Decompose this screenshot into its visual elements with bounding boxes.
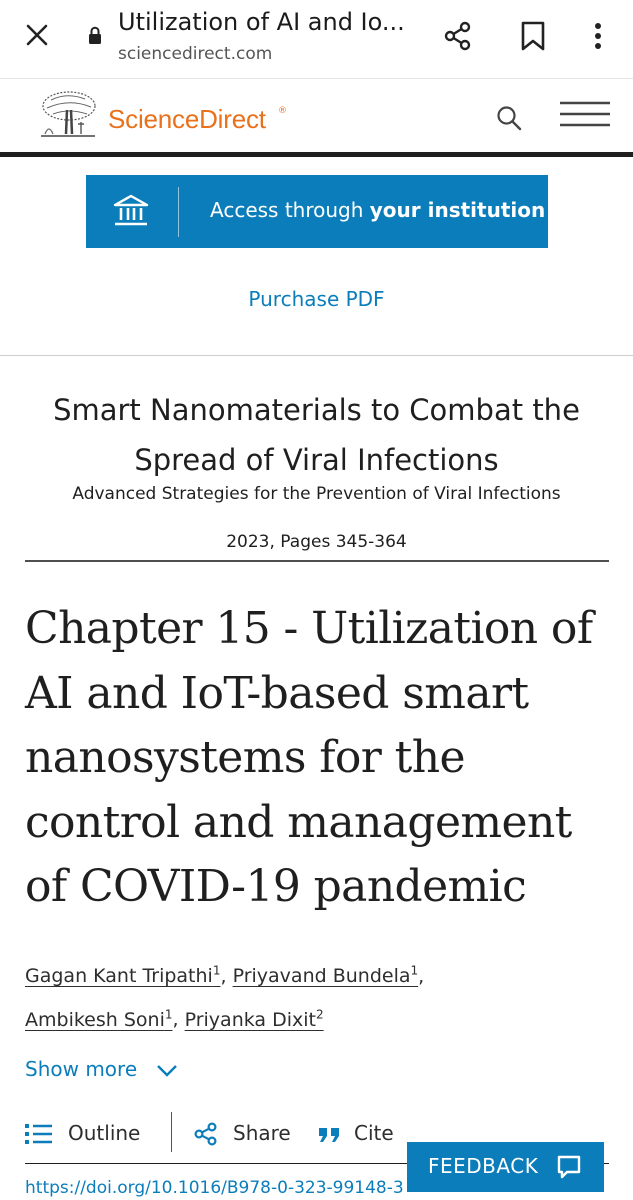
outline-button[interactable]: Outline	[68, 1121, 141, 1145]
lock-icon	[88, 26, 102, 44]
publication-pages: 2023, Pages 345-364	[226, 532, 407, 552]
share-icon[interactable]	[194, 1122, 218, 1146]
author-list: Gagan Kant Tripathi$^1$, Priyavand Bundela$^1$, Ambikesh Soni$^1$, Priyanka Dixit$^2$	[25, 964, 425, 1031]
book-subtitle: Advanced Strategies for the Prevention of Viral Infections	[72, 484, 561, 504]
institution-icon	[112, 194, 150, 228]
divider	[25, 560, 609, 562]
chapter-title: Chapter 15 - Utilization of AI and IoT-based smart nanosystems for the control and management of COVID-19 pandemic	[25, 603, 593, 912]
author-link[interactable]: Gagan Kant Tripathi$^1$	[25, 964, 221, 988]
feedback-label[interactable]: FEEDBACK	[428, 1154, 539, 1178]
access-label[interactable]: Access through your institution	[210, 198, 546, 222]
more-vert-icon[interactable]	[586, 20, 610, 52]
search-icon[interactable]	[495, 104, 523, 132]
author-link[interactable]: Ambikesh Soni$^1$	[25, 1007, 173, 1031]
chat-bubble-icon[interactable]	[556, 1154, 582, 1180]
share-button[interactable]: Share	[233, 1121, 291, 1145]
registered-mark: ®	[278, 106, 287, 116]
show-more-button[interactable]: Show more	[25, 1057, 138, 1081]
page-title[interactable]: Utilization of AI and Io...	[118, 8, 405, 36]
author-link[interactable]: Priyavand Bundela$^1$	[232, 964, 419, 988]
outline-list-icon[interactable]	[25, 1123, 53, 1145]
sciencedirect-logo-text[interactable]: ScienceDirect	[108, 104, 266, 134]
close-icon[interactable]	[22, 20, 52, 50]
hamburger-menu-icon[interactable]	[560, 101, 610, 127]
bookmark-icon[interactable]	[518, 20, 548, 52]
doi-link[interactable]: https://doi.org/10.1016/B978-0-323-99148-3	[25, 1178, 404, 1198]
cite-button[interactable]: Cite	[354, 1121, 394, 1145]
chevron-down-icon[interactable]	[156, 1064, 178, 1078]
share-icon[interactable]	[443, 21, 473, 51]
toolbar-divider	[171, 1112, 172, 1152]
access-divider	[178, 187, 179, 237]
book-title[interactable]: Smart Nanomaterials to Combat the Spread of Viral Infections	[53, 393, 580, 477]
url-text[interactable]: sciencedirect.com	[118, 44, 273, 64]
purchase-pdf-link[interactable]: Purchase PDF	[248, 287, 385, 311]
author-link[interactable]: Priyanka Dixit$^2$	[184, 1007, 324, 1031]
quote-icon[interactable]	[318, 1126, 342, 1144]
divider	[0, 355, 633, 356]
elsevier-tree-logo[interactable]	[37, 90, 99, 140]
